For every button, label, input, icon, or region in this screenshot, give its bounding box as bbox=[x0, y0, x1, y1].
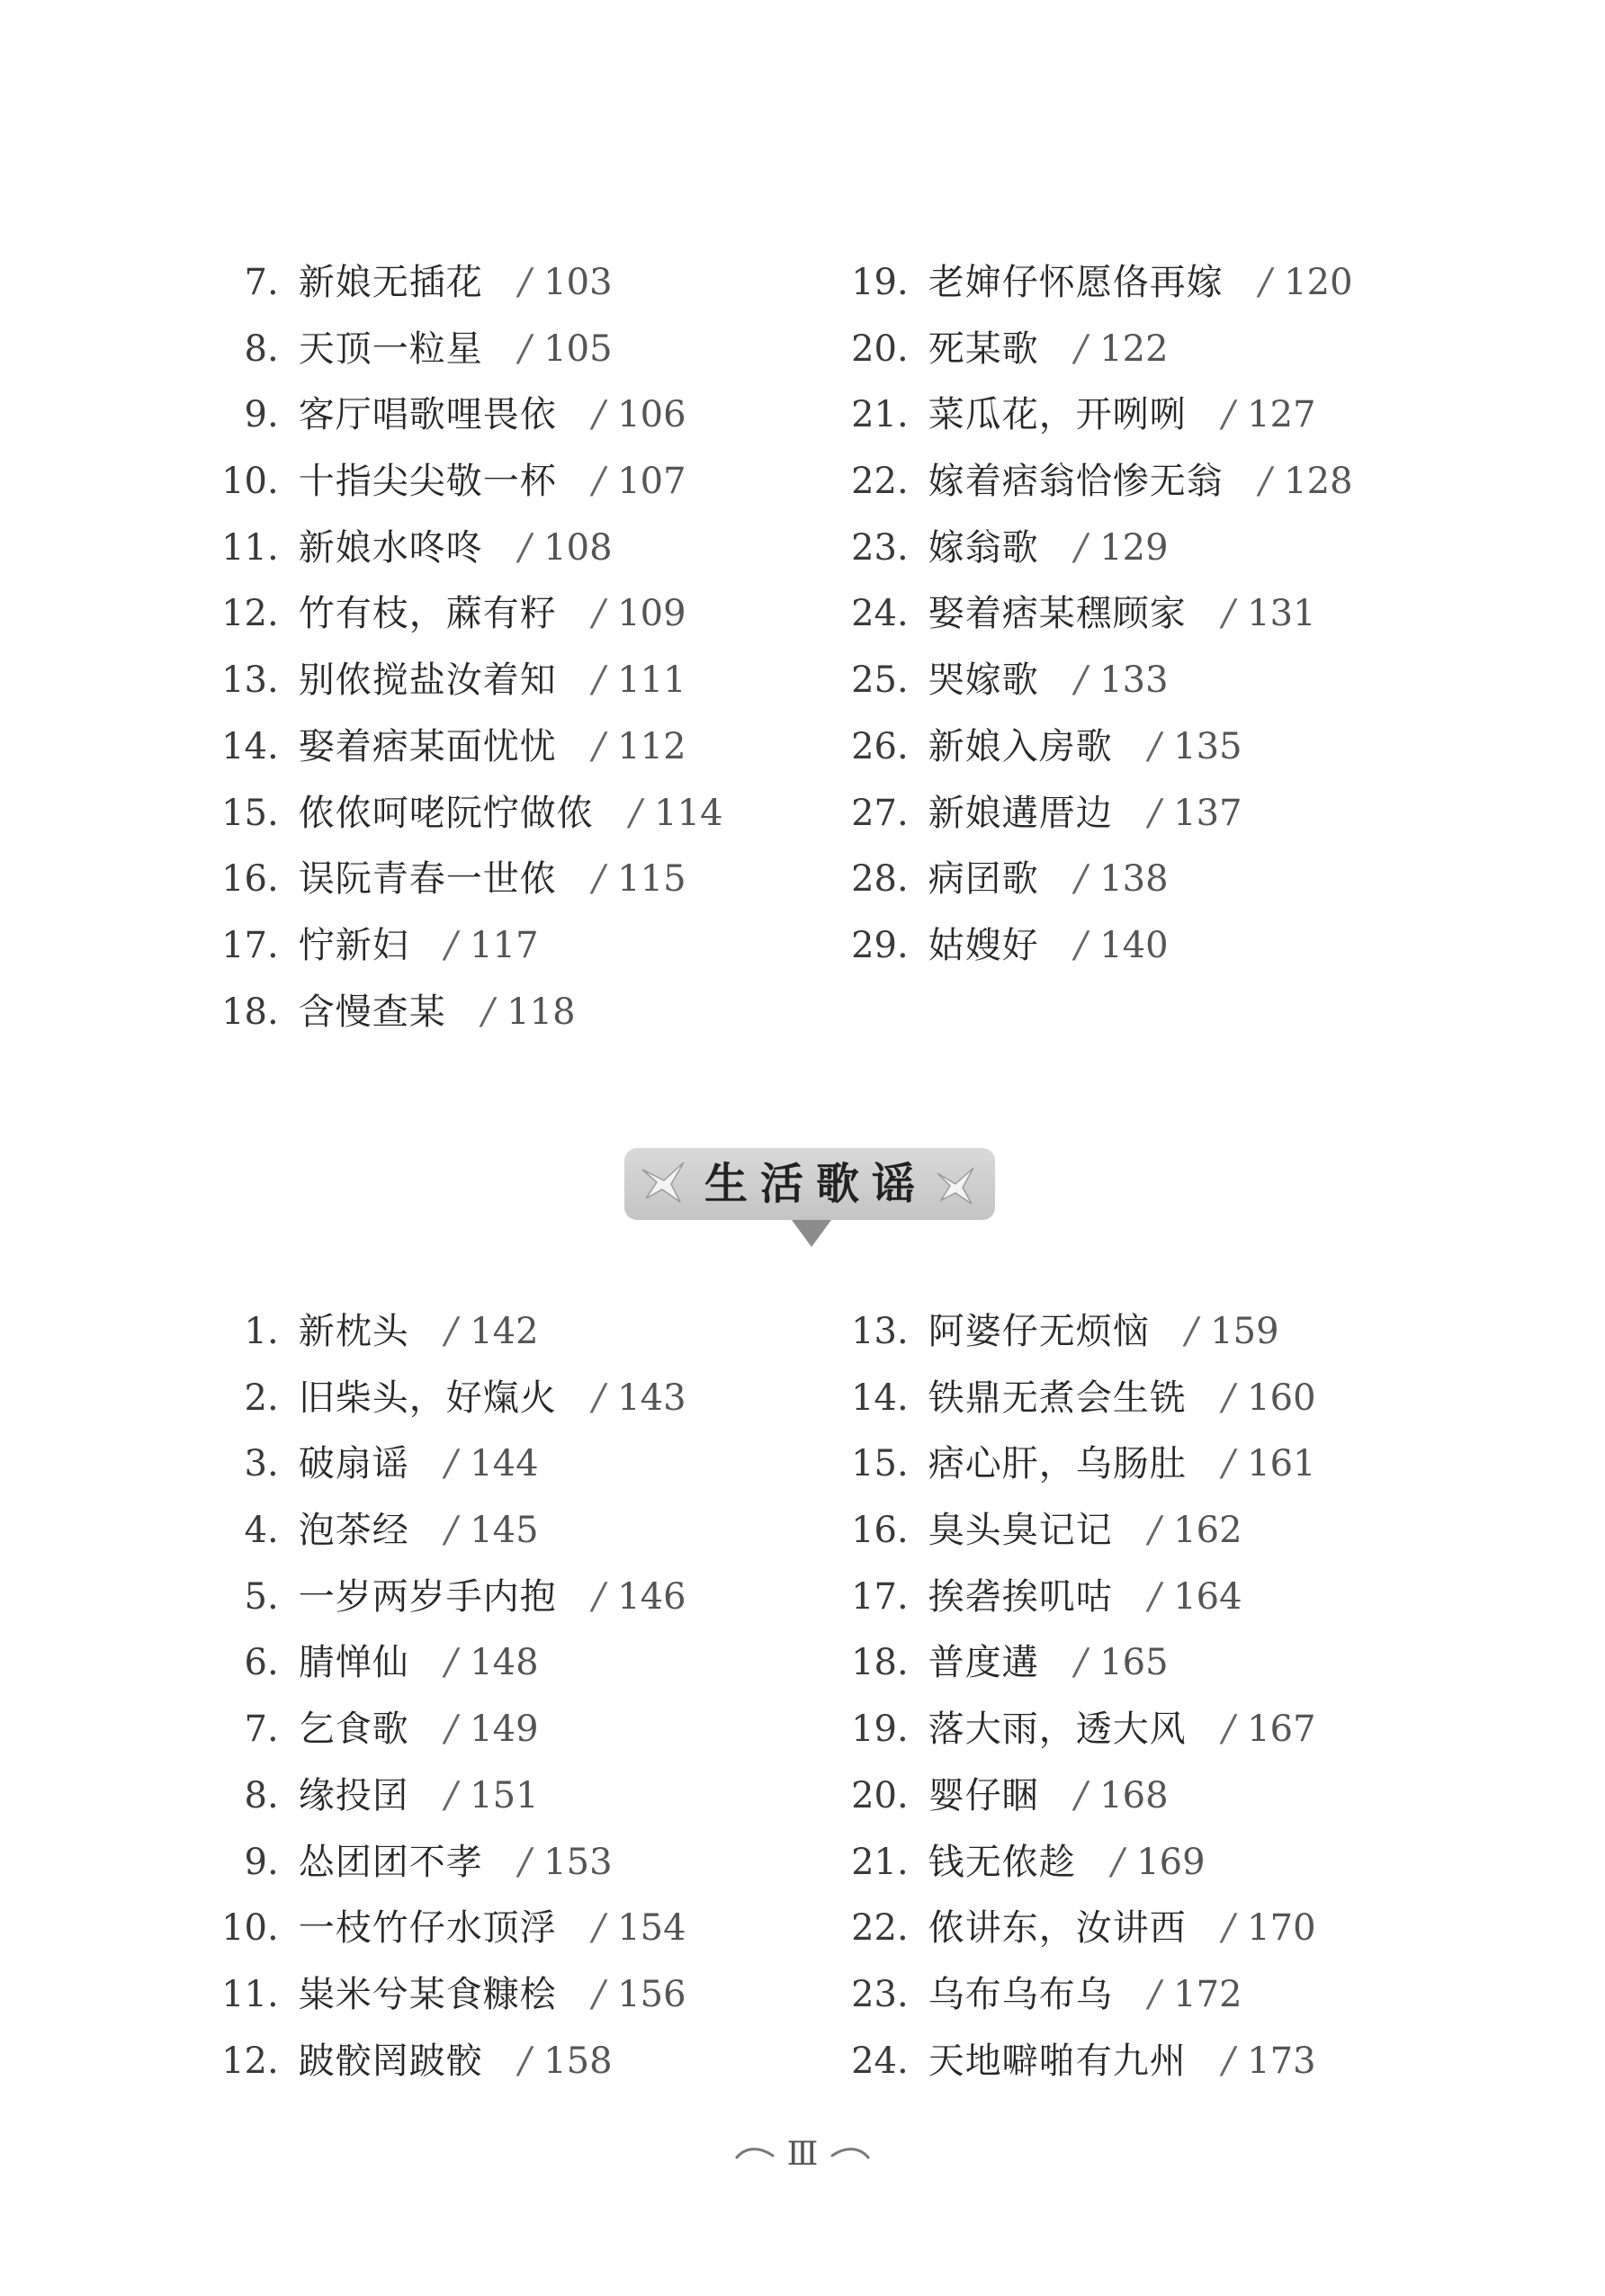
entry-separator: / bbox=[1111, 1841, 1125, 1883]
entry-number-dot: . bbox=[267, 792, 279, 834]
entry-number: 9 bbox=[244, 1841, 267, 1883]
entry-number: 16 bbox=[851, 1510, 897, 1552]
entry-number: 19 bbox=[851, 262, 897, 303]
entry-title: 跛骹罔跛骹 bbox=[298, 2040, 483, 2082]
entry-page-number: 149 bbox=[470, 1709, 539, 1751]
entry-page-number: 160 bbox=[1247, 1377, 1316, 1419]
entry-page-number: 111 bbox=[617, 659, 686, 702]
entry-number: 7 bbox=[244, 1709, 267, 1751]
toc-entry bbox=[841, 449, 1353, 516]
toc-entry bbox=[841, 714, 1353, 781]
toc-column-left bbox=[211, 1299, 686, 2094]
entry-number: 1 bbox=[244, 1311, 267, 1352]
entry-page-number: 117 bbox=[470, 924, 539, 966]
entry-title: 新娘水咚咚 bbox=[298, 526, 483, 569]
toc-entry bbox=[841, 1830, 1316, 1897]
entry-page-number: 120 bbox=[1284, 262, 1353, 303]
toc-entry bbox=[211, 847, 723, 913]
entry-title: 新娘无插花 bbox=[298, 262, 483, 303]
toc-entry bbox=[841, 382, 1353, 449]
entry-number: 9 bbox=[244, 394, 267, 436]
entry-separator: / bbox=[1222, 1443, 1235, 1485]
toc-entry bbox=[841, 1697, 1316, 1763]
entry-separator: / bbox=[1074, 526, 1088, 569]
entry-title: 新枕头 bbox=[298, 1311, 409, 1352]
entry-title: 钱无侬趁 bbox=[928, 1841, 1076, 1883]
flourish-right-icon bbox=[830, 2143, 870, 2165]
entry-title: 嫁翁歌 bbox=[928, 526, 1039, 569]
entry-number-dot: . bbox=[897, 1973, 909, 2015]
entry-number-dot: . bbox=[897, 593, 909, 635]
entry-number-dot: . bbox=[897, 394, 909, 436]
entry-page-number: 106 bbox=[617, 394, 686, 436]
entry-page-number: 135 bbox=[1173, 725, 1242, 767]
entry-separator: / bbox=[592, 1377, 605, 1419]
entry-title: 痞心肝，乌肠肚 bbox=[928, 1443, 1187, 1485]
entry-page-number: 156 bbox=[617, 1973, 686, 2015]
entry-title: 乌布乌布乌 bbox=[928, 1973, 1113, 2015]
toc-entry bbox=[841, 1431, 1316, 1498]
toc-entry bbox=[841, 847, 1353, 913]
entry-number-dot: . bbox=[897, 1774, 909, 1816]
entry-page-number: 170 bbox=[1247, 1907, 1316, 1950]
entry-separator: / bbox=[444, 1443, 458, 1485]
entry-separator: / bbox=[518, 1841, 532, 1883]
entry-title: 破扇谣 bbox=[298, 1443, 409, 1485]
entry-number-dot: . bbox=[267, 1443, 279, 1485]
entry-number-dot: . bbox=[897, 858, 909, 901]
entry-number-dot: . bbox=[897, 1907, 909, 1950]
entry-page-number: 162 bbox=[1173, 1510, 1242, 1552]
entry-number-dot: . bbox=[897, 924, 909, 966]
entry-title: 嫁着痞翁恰惨无翁 bbox=[928, 461, 1224, 503]
toc-entry bbox=[211, 1299, 686, 1366]
entry-page-number: 143 bbox=[617, 1377, 686, 1419]
toc-entry bbox=[211, 648, 723, 714]
toc-entry bbox=[211, 1697, 686, 1763]
entry-title: 乞食歌 bbox=[298, 1709, 409, 1751]
toc-entry bbox=[841, 1299, 1316, 1366]
entry-title: 含慢查某 bbox=[298, 991, 446, 1033]
toc-entry bbox=[841, 317, 1353, 383]
entry-page-number: 118 bbox=[507, 991, 576, 1033]
entry-page-number: 142 bbox=[470, 1311, 539, 1352]
entry-number: 15 bbox=[221, 792, 267, 834]
entry-number: 11 bbox=[221, 1973, 267, 2015]
entry-title: 怂团团不孝 bbox=[298, 1841, 483, 1883]
page-number: Ⅲ bbox=[786, 2136, 819, 2173]
page-footer bbox=[713, 2132, 892, 2177]
toc-entry bbox=[841, 1896, 1316, 1962]
entry-page-number: 133 bbox=[1099, 659, 1169, 702]
entry-number-dot: . bbox=[897, 1841, 909, 1883]
entry-number-dot: . bbox=[897, 659, 909, 702]
toc-entry bbox=[211, 714, 723, 781]
entry-title: 缘投囝 bbox=[298, 1774, 409, 1816]
entry-number-dot: . bbox=[267, 1907, 279, 1950]
entry-number: 24 bbox=[851, 2040, 897, 2082]
entry-separator: / bbox=[592, 725, 605, 767]
entry-title: 粜米兮某食糠桧 bbox=[298, 1973, 557, 2015]
entry-number-dot: . bbox=[897, 1377, 909, 1419]
toc-entry bbox=[841, 781, 1353, 848]
toc-entry bbox=[841, 1962, 1316, 2029]
entry-number: 12 bbox=[221, 593, 267, 635]
entry-number-dot: . bbox=[267, 1709, 279, 1751]
toc-column-right bbox=[841, 250, 1353, 980]
entry-separator: / bbox=[481, 991, 495, 1033]
entry-separator: / bbox=[518, 327, 532, 370]
entry-number-dot: . bbox=[267, 991, 279, 1033]
toc-entry bbox=[841, 1366, 1316, 1432]
entry-page-number: 153 bbox=[543, 1841, 613, 1883]
entry-page-number: 165 bbox=[1099, 1642, 1169, 1684]
entry-separator: / bbox=[592, 593, 605, 635]
entry-separator: / bbox=[1222, 394, 1235, 436]
entry-separator: / bbox=[518, 526, 532, 569]
entry-number-dot: . bbox=[267, 1841, 279, 1883]
entry-page-number: 122 bbox=[1099, 327, 1169, 370]
entry-title: 新娘遘厝边 bbox=[928, 792, 1113, 834]
toc-column-right bbox=[841, 1299, 1316, 2094]
entry-number-dot: . bbox=[897, 1642, 909, 1684]
entry-separator: / bbox=[1222, 593, 1235, 635]
toc-entry bbox=[211, 913, 723, 980]
entry-number: 10 bbox=[221, 461, 267, 503]
entry-number-dot: . bbox=[897, 1575, 909, 1618]
entry-title: 十指尖尖敬一杯 bbox=[298, 461, 557, 503]
entry-number-dot: . bbox=[267, 1311, 279, 1352]
entry-separator: / bbox=[592, 1575, 605, 1618]
entry-page-number: 114 bbox=[654, 792, 723, 834]
entry-title: 腈惮仙 bbox=[298, 1642, 409, 1684]
entry-number: 18 bbox=[851, 1642, 897, 1684]
entry-title: 挨砻挨叽咕 bbox=[928, 1575, 1113, 1618]
entry-number: 21 bbox=[851, 394, 897, 436]
entry-page-number: 128 bbox=[1284, 461, 1353, 503]
entry-separator: / bbox=[444, 924, 458, 966]
toc-entry bbox=[211, 781, 723, 848]
entry-page-number: 159 bbox=[1210, 1311, 1279, 1352]
entry-separator: / bbox=[1185, 1311, 1198, 1352]
entry-page-number: 109 bbox=[617, 593, 686, 635]
entry-title: 竹有枝，蔴有籽 bbox=[298, 593, 557, 635]
entry-title: 误阮青春一世侬 bbox=[298, 858, 557, 901]
entry-number: 19 bbox=[851, 1709, 897, 1751]
entry-number: 13 bbox=[851, 1311, 897, 1352]
entry-page-number: 127 bbox=[1247, 394, 1316, 436]
entry-page-number: 137 bbox=[1173, 792, 1242, 834]
entry-page-number: 105 bbox=[543, 327, 613, 370]
entry-number-dot: . bbox=[897, 2040, 909, 2082]
entry-number: 6 bbox=[244, 1642, 267, 1684]
entry-page-number: 145 bbox=[470, 1510, 539, 1552]
entry-number: 16 bbox=[221, 858, 267, 901]
entry-page-number: 129 bbox=[1099, 526, 1169, 569]
entry-separator: / bbox=[1074, 1774, 1088, 1816]
entry-number: 17 bbox=[221, 924, 267, 966]
entry-number-dot: . bbox=[897, 1709, 909, 1751]
entry-separator: / bbox=[1148, 1973, 1161, 2015]
entry-page-number: 161 bbox=[1247, 1443, 1316, 1485]
entry-page-number: 167 bbox=[1247, 1709, 1316, 1751]
entry-number: 11 bbox=[221, 526, 267, 569]
entry-separator: / bbox=[1222, 1377, 1235, 1419]
entry-title: 老婶仔怀愿佫再嫁 bbox=[928, 262, 1224, 303]
entry-title: 普度遘 bbox=[928, 1642, 1039, 1684]
entry-page-number: 144 bbox=[470, 1443, 539, 1485]
entry-title: 泡茶经 bbox=[298, 1510, 409, 1552]
entry-separator: / bbox=[1222, 2040, 1235, 2082]
entry-number: 13 bbox=[221, 659, 267, 702]
entry-page-number: 107 bbox=[617, 461, 686, 503]
entry-separator: / bbox=[1074, 1642, 1088, 1684]
entry-number-dot: . bbox=[267, 659, 279, 702]
entry-number: 23 bbox=[851, 1973, 897, 2015]
entry-separator: / bbox=[592, 1973, 605, 2015]
entry-title: 阿婆仔无烦恼 bbox=[928, 1311, 1150, 1352]
entry-page-number: 148 bbox=[470, 1642, 539, 1684]
toc-entry bbox=[841, 648, 1353, 714]
entry-title: 哭嫁歌 bbox=[928, 659, 1039, 702]
entry-number: 21 bbox=[851, 1841, 897, 1883]
entry-title: 落大雨，透大风 bbox=[928, 1709, 1187, 1751]
entry-separator: / bbox=[444, 1311, 458, 1352]
entry-title: 姑嫂好 bbox=[928, 924, 1039, 966]
toc-entry bbox=[841, 2029, 1316, 2095]
entry-number-dot: . bbox=[897, 327, 909, 370]
entry-number-dot: . bbox=[267, 725, 279, 767]
entry-page-number: 169 bbox=[1136, 1841, 1206, 1883]
entry-page-number: 158 bbox=[543, 2040, 613, 2082]
entry-separator: / bbox=[1148, 1575, 1161, 1618]
entry-number: 22 bbox=[851, 1907, 897, 1950]
toc-entry bbox=[211, 1565, 686, 1631]
entry-title: 死某歌 bbox=[928, 327, 1039, 370]
entry-page-number: 108 bbox=[543, 526, 613, 569]
entry-title: 天地噼啪有九州 bbox=[928, 2040, 1187, 2082]
toc-entry bbox=[211, 1830, 686, 1897]
entry-number-dot: . bbox=[267, 394, 279, 436]
entry-number: 8 bbox=[244, 327, 267, 370]
section-heading bbox=[624, 1148, 995, 1220]
entry-separator: / bbox=[444, 1642, 458, 1684]
entry-number-dot: . bbox=[267, 526, 279, 569]
entry-number-dot: . bbox=[897, 526, 909, 569]
entry-separator: / bbox=[1222, 1907, 1235, 1950]
toc-entry bbox=[211, 1896, 686, 1962]
toc-column-left bbox=[211, 250, 723, 1045]
entry-number-dot: . bbox=[267, 1774, 279, 1816]
entry-separator: / bbox=[1074, 327, 1088, 370]
entry-separator: / bbox=[1148, 1510, 1161, 1552]
toc-entry bbox=[211, 1366, 686, 1432]
entry-separator: / bbox=[629, 792, 642, 834]
toc-entry bbox=[211, 980, 723, 1046]
entry-number-dot: . bbox=[267, 461, 279, 503]
entry-number: 14 bbox=[851, 1377, 897, 1419]
toc-entry bbox=[211, 449, 723, 516]
entry-number: 28 bbox=[851, 858, 897, 901]
entry-separator: / bbox=[444, 1510, 458, 1552]
entry-number: 25 bbox=[851, 659, 897, 702]
entry-number-dot: . bbox=[267, 1377, 279, 1419]
toc-entry bbox=[211, 382, 723, 449]
entry-number: 20 bbox=[851, 327, 897, 370]
toc-entry bbox=[841, 516, 1353, 582]
entry-number-dot: . bbox=[897, 1510, 909, 1552]
entry-page-number: 115 bbox=[617, 858, 686, 901]
entry-title: 别侬搅盐汝着知 bbox=[298, 659, 557, 702]
entry-number: 23 bbox=[851, 526, 897, 569]
entry-number: 29 bbox=[851, 924, 897, 966]
entry-number-dot: . bbox=[267, 327, 279, 370]
toc-entry bbox=[211, 250, 723, 317]
entry-number: 27 bbox=[851, 792, 897, 834]
entry-number-dot: . bbox=[267, 924, 279, 966]
entry-separator: / bbox=[1259, 461, 1272, 503]
toc-entry bbox=[211, 1763, 686, 1830]
entry-title: 侬讲东，汝讲西 bbox=[928, 1907, 1187, 1950]
entry-title: 臭头臭记记 bbox=[928, 1510, 1113, 1552]
entry-page-number: 173 bbox=[1247, 2040, 1316, 2082]
entry-number-dot: . bbox=[267, 2040, 279, 2082]
toc-entry bbox=[211, 1962, 686, 2029]
entry-title: 一岁两岁手内抱 bbox=[298, 1575, 557, 1618]
entry-number-dot: . bbox=[897, 725, 909, 767]
entry-number: 22 bbox=[851, 461, 897, 503]
entry-number: 12 bbox=[221, 2040, 267, 2082]
entry-number: 20 bbox=[851, 1774, 897, 1816]
entry-number-dot: . bbox=[267, 1510, 279, 1552]
entry-title: 天顶一粒星 bbox=[298, 327, 483, 370]
entry-title: 病囝歌 bbox=[928, 858, 1039, 901]
toc-entry bbox=[211, 1630, 686, 1697]
entry-title: 侬侬呵咾阮㤖做侬 bbox=[298, 792, 594, 834]
entry-number: 3 bbox=[244, 1443, 267, 1485]
entry-separator: / bbox=[592, 659, 605, 702]
toc-entry bbox=[841, 1763, 1316, 1830]
toc-entry bbox=[211, 1498, 686, 1565]
entry-page-number: 140 bbox=[1099, 924, 1169, 966]
entry-number: 24 bbox=[851, 593, 897, 635]
toc-entry bbox=[841, 913, 1353, 980]
entry-page-number: 138 bbox=[1099, 858, 1169, 901]
entry-separator: / bbox=[1259, 262, 1272, 303]
section-title: 生活歌谣 bbox=[704, 1159, 928, 1209]
entry-separator: / bbox=[1074, 659, 1088, 702]
entry-page-number: 172 bbox=[1173, 1973, 1242, 2015]
entry-page-number: 154 bbox=[617, 1907, 686, 1950]
entry-number-dot: . bbox=[897, 262, 909, 303]
entry-page-number: 151 bbox=[470, 1774, 539, 1816]
entry-number: 7 bbox=[244, 262, 267, 303]
entry-page-number: 103 bbox=[543, 262, 613, 303]
entry-separator: / bbox=[592, 394, 605, 436]
entry-number-dot: . bbox=[897, 1311, 909, 1352]
entry-separator: / bbox=[1074, 924, 1088, 966]
entry-number: 10 bbox=[221, 1907, 267, 1950]
entry-title: 菜瓜花，开咧咧 bbox=[928, 394, 1187, 436]
entry-number: 18 bbox=[221, 991, 267, 1033]
entry-separator: / bbox=[518, 2040, 532, 2082]
entry-number-dot: . bbox=[267, 593, 279, 635]
entry-separator: / bbox=[592, 858, 605, 901]
toc-entry bbox=[211, 317, 723, 383]
entry-number-dot: . bbox=[897, 792, 909, 834]
entry-title: 一枝竹仔水顶浮 bbox=[298, 1907, 557, 1950]
entry-separator: / bbox=[592, 1907, 605, 1950]
entry-separator: / bbox=[1148, 725, 1161, 767]
entry-title: 㤖新妇 bbox=[298, 924, 409, 966]
entry-number: 4 bbox=[244, 1510, 267, 1552]
entry-title: 铁鼎无煮会生铣 bbox=[928, 1377, 1187, 1419]
entry-number: 2 bbox=[244, 1377, 267, 1419]
entry-number-dot: . bbox=[267, 858, 279, 901]
entry-separator: / bbox=[592, 461, 605, 503]
entry-number: 5 bbox=[244, 1575, 267, 1618]
toc-entry bbox=[841, 250, 1353, 317]
entry-title: 旧柴头，好熂火 bbox=[298, 1377, 557, 1419]
entry-page-number: 112 bbox=[617, 725, 686, 767]
entry-number: 15 bbox=[851, 1443, 897, 1485]
toc-entry bbox=[841, 581, 1353, 648]
entry-number-dot: . bbox=[267, 1575, 279, 1618]
entry-number: 17 bbox=[851, 1575, 897, 1618]
entry-page-number: 146 bbox=[617, 1575, 686, 1618]
toc-entry bbox=[841, 1630, 1316, 1697]
entry-separator: / bbox=[518, 262, 532, 303]
entry-number: 26 bbox=[851, 725, 897, 767]
entry-page-number: 131 bbox=[1247, 593, 1316, 635]
entry-separator: / bbox=[444, 1774, 458, 1816]
entry-separator: / bbox=[444, 1709, 458, 1751]
entry-number-dot: . bbox=[267, 1973, 279, 2015]
toc-entry bbox=[211, 581, 723, 648]
entry-number-dot: . bbox=[267, 262, 279, 303]
entry-title: 娶着痞某面忧忧 bbox=[298, 725, 557, 767]
entry-number: 8 bbox=[244, 1774, 267, 1816]
toc-entry bbox=[211, 2029, 686, 2095]
entry-title: 娶着痞某䆀顾家 bbox=[928, 593, 1187, 635]
toc-entry bbox=[841, 1498, 1316, 1565]
entry-number-dot: . bbox=[267, 1642, 279, 1684]
entry-number: 14 bbox=[221, 725, 267, 767]
toc-entry bbox=[211, 516, 723, 582]
banner-pointer-icon bbox=[792, 1220, 831, 1247]
entry-page-number: 164 bbox=[1173, 1575, 1242, 1618]
toc-entry bbox=[841, 1565, 1316, 1631]
entry-title: 新娘入房歌 bbox=[928, 725, 1113, 767]
entry-number-dot: . bbox=[897, 1443, 909, 1485]
entry-page-number: 168 bbox=[1099, 1774, 1169, 1816]
entry-separator: / bbox=[1222, 1709, 1235, 1751]
toc-entry bbox=[211, 1431, 686, 1498]
entry-title: 婴仔睏 bbox=[928, 1774, 1039, 1816]
entry-separator: / bbox=[1148, 792, 1161, 834]
entry-title: 客厅唱歌哩畏依 bbox=[298, 394, 557, 436]
entry-separator: / bbox=[1074, 858, 1088, 901]
entry-number-dot: . bbox=[897, 461, 909, 503]
